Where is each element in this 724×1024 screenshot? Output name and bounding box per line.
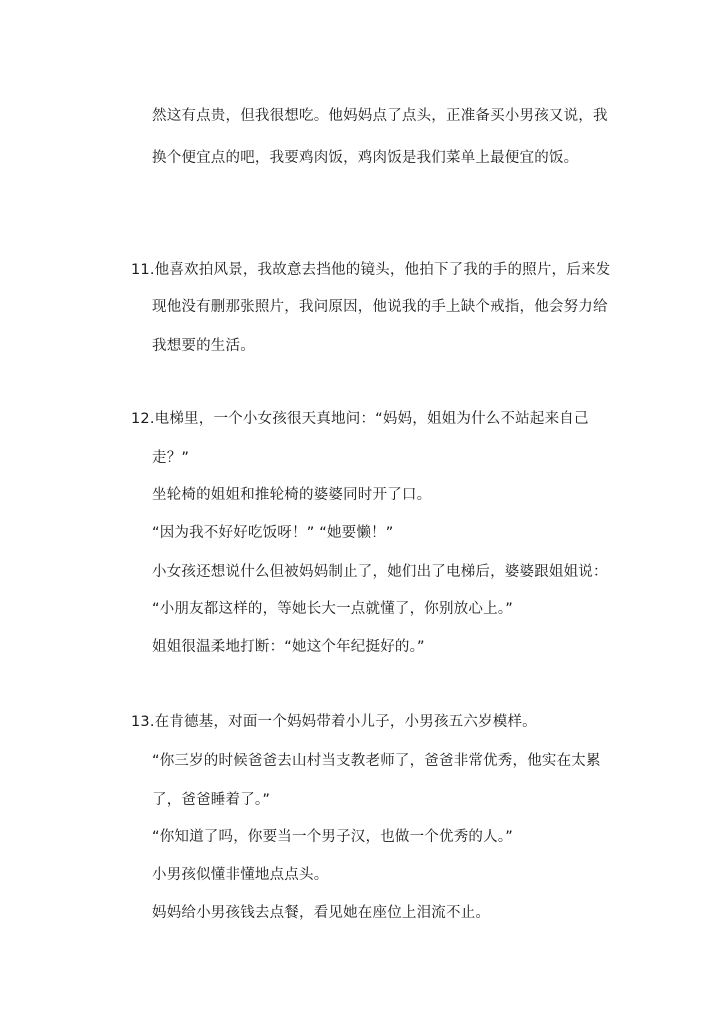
item-11-line-1: 11.他喜欢拍风景，我故意去挡他的镜头，他拍下了我的手的照片，后来发 <box>131 262 611 278</box>
item-13-line-2: “你三岁的时候爸爸去山村当支教老师了，爸爸非常优秀，他实在太累 <box>152 753 601 769</box>
continuation-line-2: 换个便宜点的吧，我要鸡肉饭，鸡肉饭是我们菜单上最便宜的饭。 <box>152 150 579 166</box>
item-12-line-3: 坐轮椅的姐姐和推轮椅的婆婆同时开了口。 <box>152 487 432 503</box>
item-12-line-1: 12.电梯里，一个小女孩很天真地问：“妈妈，姐姐为什么不站起来自己 <box>131 411 589 427</box>
item-12-line-5: 小女孩还想说什么但被妈妈制止了，她们出了电梯后，婆婆跟姐姐说： <box>152 564 608 580</box>
item-13-line-3: 了，爸爸睡着了。” <box>152 792 271 808</box>
item-13-line-1: 13.在肯德基，对面一个妈妈带着小儿子，小男孩五六岁模样。 <box>131 714 537 730</box>
item-12-line-2: 走？” <box>152 450 190 466</box>
item-11-line-2: 现他没有删那张照片，我问原因，他说我的手上缺个戒指，他会努力给 <box>152 299 608 315</box>
item-11-line-3: 我想要的生活。 <box>152 338 255 354</box>
item-13-line-6: 妈妈给小男孩钱去点餐，看见她在座位上泪流不止。 <box>152 905 491 921</box>
item-12-line-4: “因为我不好好吃饭呀！” “她要懒！” <box>152 525 394 541</box>
item-12-line-6: “小朋友都这样的，等她长大一点就懂了，你别放心上。” <box>152 601 513 617</box>
item-12-line-7: 姐姐很温柔地打断：“她这个年纪挺好的。” <box>152 639 425 655</box>
item-13-line-4: “你知道了吗，你要当一个男子汉，也做一个优秀的人。” <box>152 829 513 845</box>
item-13-line-5: 小男孩似懂非懂地点点头。 <box>152 867 329 883</box>
continuation-line-1: 然这有点贵，但我很想吃。他妈妈点了点头，正准备买小男孩又说，我 <box>152 108 608 124</box>
